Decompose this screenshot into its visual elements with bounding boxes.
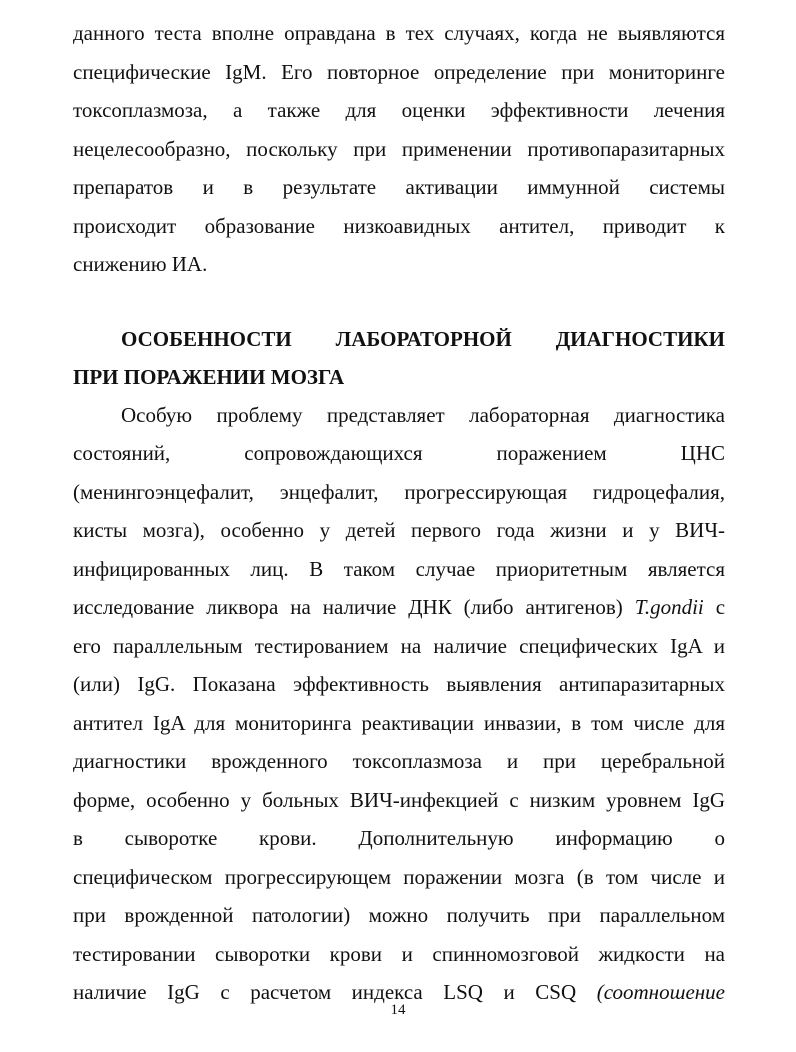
document-page [73,14,725,1012]
text-line: антител IgA для мониторинга реактивации инвазии, в том числе для [73,710,725,735]
text-line: Особую проблему представляет лабораторная диагностика [121,402,725,427]
text-line: данного теста вполне оправдана в тех случаях, когда не выявляются [73,21,725,45]
text-line: в сыворотке крови. Дополнительную информацию о [73,826,725,850]
text-line: препаратов и в результате активации иммунной системы [73,175,725,199]
text-line: диагностики врожденного токсоплазмоза и при церебральной [73,749,725,773]
text-line: специфические IgM. Его повторное определение при мониторинге [73,59,725,84]
text-line: токсоплазмоза, а также для оценки эффективности лечения [73,98,725,122]
text-segment: с [715,595,725,619]
paragraph-body [73,396,725,1012]
species-name: T.gondii [634,595,704,619]
paragraph-continuation [73,14,725,284]
text-line: кисты мозга), особенно у детей первого года жизни и у ВИЧ- [73,518,725,542]
text-line: инфицированных лиц. В таком случае приоритетным является [73,556,725,581]
section-heading-line: ОСОБЕННОСТИ ЛАБОРАТОРНОЙ ДИАГНОСТИКИ [121,326,725,351]
text-line: его параллельным тестированием на наличие специфических IgA и [73,633,725,658]
text-line: при врожденной патологии) можно получить при параллельном [73,903,725,927]
section-heading-line: ПРИ ПОРАЖЕНИИ МОЗГА [73,364,345,389]
section-gap [73,284,725,320]
text-line: происходит образование низкоавидных антител, приводит к [73,213,725,238]
text-line: (менингоэнцефалит, энцефалит, прогрессирующая гидроцефалия, [73,479,725,504]
text-line: (или) IgG. Показана эффективность выявления антипаразитарных [73,672,725,696]
text-line: нецелесообразно, поскольку при применении противопаразитарных [73,136,725,161]
text-segment: исследование ликвора на наличие ДНК (либо антигенов) [73,595,623,619]
section-heading [73,320,725,396]
text-segment-italic: (соотношение [596,980,725,1004]
text-segment: наличие IgG с расчетом индекса LSQ и CSQ [73,980,577,1004]
text-line: тестировании сыворотки крови и спинномозговой жидкости на [73,941,725,966]
page-number: 14 [390,1002,406,1018]
text-line: специфическом прогрессирующем поражении мозга (в том числе и [73,864,725,889]
text-line [73,588,725,627]
text-line: состояний, сопровождающихся поражением ЦНС [73,441,725,465]
text-line: форме, особенно у больных ВИЧ-инфекцией с низким уровнем IgG [73,787,725,812]
text-line: снижению ИА. [73,252,208,276]
